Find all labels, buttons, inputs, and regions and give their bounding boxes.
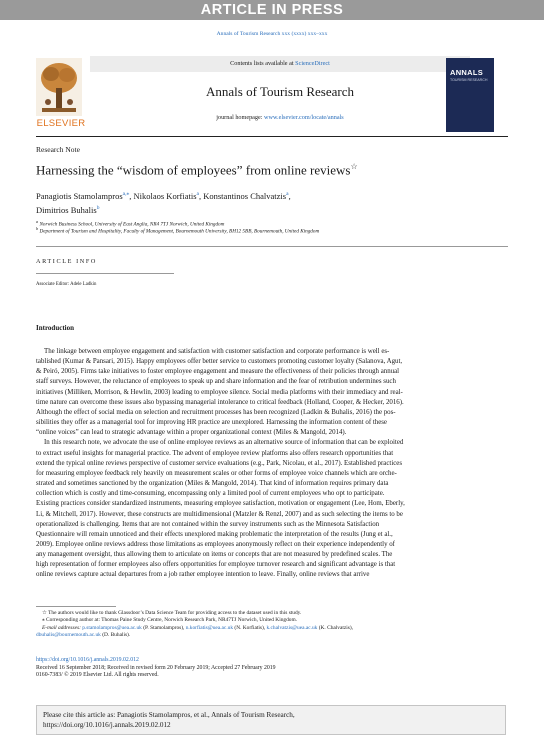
body-line: for measuring employee feedback rely heavily on measurement scales or other forms of employee voice channels which are orche- bbox=[36, 469, 397, 477]
author-affil-sup[interactable]: a,⁎ bbox=[122, 191, 130, 197]
body-line: to extract useful insights for managerial practice. The advent of employee review platforms also offers research opportunities that bbox=[36, 449, 394, 457]
body-line: Questionnaire will remain unnoticed and their effects unexplored making problematic the interpretation of the results (Jung et al., bbox=[36, 530, 393, 538]
issn-copyright: 0160-7383/ © 2019 Elsevier Ltd. All rights reserved. bbox=[36, 672, 159, 679]
footnote-star-mark: ☆ bbox=[42, 610, 49, 616]
article-info-heading: ARTICLE INFO bbox=[36, 258, 97, 265]
author-list bbox=[36, 188, 476, 216]
journal-citation-line[interactable]: Annals of Tourism Research xxx (xxxx) xxx–xxx bbox=[216, 31, 328, 37]
body-line: high representation of former employees also offers opportunities for employee turnover research and significant advantage is that bbox=[36, 561, 396, 569]
footnote-emails-cont bbox=[36, 632, 508, 639]
body-line: online reviews capture actual departures from a job rather employee intention to leave. Finally, online reviews that arrive bbox=[36, 571, 370, 579]
author-name: Panagiotis Stamolampros bbox=[36, 190, 123, 201]
body-line: strated and sometimes sanctioned by the organization (Miles & Mangold, 2014). That kind of information requires primary data bbox=[36, 480, 389, 488]
body-line: Li, & Mitchell, 2017). However, these constructs are multidimensional (Matzler & Renzl, 2007) and as such selecting the items to be bbox=[36, 510, 403, 518]
email-owner: (D. Buhalis). bbox=[100, 631, 131, 638]
email-link[interactable]: p.stamolampros@uea.ac.uk bbox=[82, 624, 142, 631]
author-line-2 bbox=[36, 202, 476, 216]
footnotes bbox=[36, 610, 508, 639]
article-type: Research Note bbox=[36, 145, 80, 154]
footnote-corresponding-text: Corresponding author at: Thomas Paine Study Centre, Norwich Research Park, NR47TJ Norwich, United Kingdom. bbox=[46, 617, 298, 624]
title-footnote-mark[interactable]: ☆ bbox=[350, 162, 358, 171]
title-text: Harnessing the “wisdom of employees” from online reviews bbox=[36, 162, 351, 178]
author-affil-sup[interactable]: a bbox=[286, 191, 289, 197]
author-affil-sup[interactable]: b bbox=[96, 204, 100, 211]
body-line: “online voices” can lead to strategic advantage within a proper organizational context (Miles & Mangold, 2014). bbox=[36, 429, 347, 437]
body-line: & Peiró, 2005). Firms take initiatives to foster employee engagement and measure the effectiveness of their policies through annual bbox=[36, 368, 400, 376]
body-line: Existing practices consider standardized instruments, measuring employee satisfaction, motivation or engagement (Lee, Hom, Eberly, bbox=[36, 500, 405, 508]
elsevier-wordmark: ELSEVIER bbox=[36, 118, 86, 129]
affil-sup: b bbox=[36, 226, 39, 231]
homepage-label: journal homepage: bbox=[216, 114, 265, 121]
footnote-emails bbox=[36, 625, 508, 632]
author-affil-sup[interactable]: a bbox=[196, 191, 199, 197]
email-owner: (N. Korfiatis), bbox=[233, 624, 267, 631]
journal-name: Annals of Tourism Research bbox=[206, 84, 354, 99]
author-line-1: Panagiotis Stamolampros$^{a,⁎}$, Nikolaos Korfiatis$^a$, Konstantinos Chalvatzis$^a$, bbox=[36, 190, 291, 201]
email-owner: (K. Chalvatzis), bbox=[317, 624, 354, 631]
body-text bbox=[36, 347, 508, 581]
body-line: extend the typical online reviews perspective of customer service evaluations (e.g., Park, Nicolau, et al., 2017). Established practices bbox=[36, 459, 403, 467]
journal-homepage bbox=[90, 114, 470, 121]
body-line: any management oversight, thus allowing them to articulate on items or concepts that are not measured by predefined scales. The bbox=[36, 551, 393, 559]
body-line: initiatives (Milliken, Morrison, & Hewlin, 2003) leading to employee silence. Social media platforms with their immediacy and real- bbox=[36, 388, 403, 396]
body-line: collection which is costly and time-consuming, encompassing only a limited pool of current employees who opt to participate. bbox=[36, 490, 385, 498]
header-rule bbox=[36, 136, 508, 137]
body-line: tablished (Kumar & Pansari, 2015). Happy employees offer better service to customers promoting customer loyalty (Salanova, Agut, bbox=[36, 358, 403, 366]
section-heading: Introduction bbox=[36, 324, 74, 332]
affiliation-b bbox=[36, 226, 319, 235]
contents-available-band bbox=[90, 56, 470, 72]
footnote-star bbox=[36, 610, 508, 617]
body-line: 2009). Employee online reviews address those limitations as employees anonymously reflect on their experience independently of bbox=[36, 540, 395, 548]
email-link[interactable]: k.chalvatzis@uea.ac.uk bbox=[266, 624, 318, 631]
article-info-rule bbox=[36, 273, 174, 274]
cite-line-1: Please cite this article as: Panagiotis Stamolampros, et al., Annals of Tourism Research, bbox=[43, 711, 295, 719]
footnote-rule bbox=[36, 606, 116, 607]
author-name: Dimitrios Buhalis bbox=[36, 204, 97, 215]
contents-prefix: Contents lists available at bbox=[230, 60, 296, 67]
email-link[interactable]: dbuhalis@bournemouth.ac.uk bbox=[36, 631, 101, 638]
cite-line-2[interactable]: https://doi.org/10.1016/j.annals.2019.02.012 bbox=[43, 721, 171, 729]
affil-sup: a bbox=[36, 219, 39, 224]
footnote-corresponding-mark: ⁎ bbox=[42, 617, 47, 624]
cover-title: ANNALS bbox=[450, 68, 484, 77]
body-line: The linkage between employee engagement and satisfaction with customer satisfaction and corporate performance is well es- bbox=[44, 348, 390, 355]
email-owner: (P. Stamolampros), bbox=[141, 624, 186, 631]
body-line: sibilities they offer as a managerial tool for improving HR practice are unexplored. Harnessing the information content of these bbox=[36, 419, 387, 427]
cite-this-article-box bbox=[36, 705, 506, 735]
author-name: Konstantinos Chalvatzis bbox=[203, 190, 287, 201]
affil-text: Norwich Business School, University of East Anglia, NR4 7TJ Norwich, United Kingdom bbox=[39, 221, 225, 228]
author-name: Nikolaos Korfiatis bbox=[133, 190, 197, 201]
affiliation-rule bbox=[36, 246, 508, 247]
cover-subtitle: TOURISM RESEARCH bbox=[450, 78, 488, 82]
body-line: In this research note, we advocate the use of online employee reviews as an alternative source of information that can be exploited bbox=[44, 439, 404, 447]
email-link[interactable]: n.korfiatis@uea.ac.uk bbox=[185, 624, 234, 631]
associate-editor: Associate Editor: Adele Ladkin bbox=[36, 282, 97, 287]
footnote-corresponding bbox=[36, 617, 508, 624]
elsevier-tree-logo bbox=[36, 58, 82, 116]
received-dates: Received 16 September 2018; Received in revised form 20 February 2019; Accepted 27 February 2019 bbox=[36, 664, 276, 671]
body-line: operationalized is challenging. Items that are not contained within the survey instruments such as the Minnesota Satisfaction bbox=[36, 520, 380, 528]
affil-text: Department of Tourism and Hospitality, Faculty of Management, Bournemouth University, BH12 5BB, Bournemouth, United Kingdom bbox=[39, 228, 320, 235]
body-line: time nature can overcome these issues also bypassing managerial intolerance to critical feedback (Holland, Cooper, & Hecker, 2016). bbox=[36, 398, 404, 406]
doi-link[interactable]: https://doi.org/10.1016/j.annals.2019.02.012 bbox=[36, 657, 139, 663]
footnote-star-text: The authors would like to thank Glassdoor’s Data Science Team for providing access to the dataset used in this study. bbox=[48, 610, 302, 616]
homepage-link[interactable]: www.elsevier.com/locate/annals bbox=[264, 114, 344, 121]
article-title bbox=[36, 162, 358, 178]
body-line: staff surveys. However, the reluctance of employees to speak up and share information and the fear of retribution undermines such bbox=[36, 378, 396, 386]
email-label: E-mail addresses: bbox=[42, 624, 81, 631]
article-meta bbox=[36, 657, 276, 680]
article-in-press-banner: ARTICLE IN PRESS bbox=[0, 0, 544, 20]
body-line: Although the effect of social media on selection and recruitment processes has been recognized (Ladkin & Buhalis, 2016) the pos- bbox=[36, 408, 396, 416]
sciencedirect-link[interactable]: ScienceDirect bbox=[295, 60, 330, 67]
